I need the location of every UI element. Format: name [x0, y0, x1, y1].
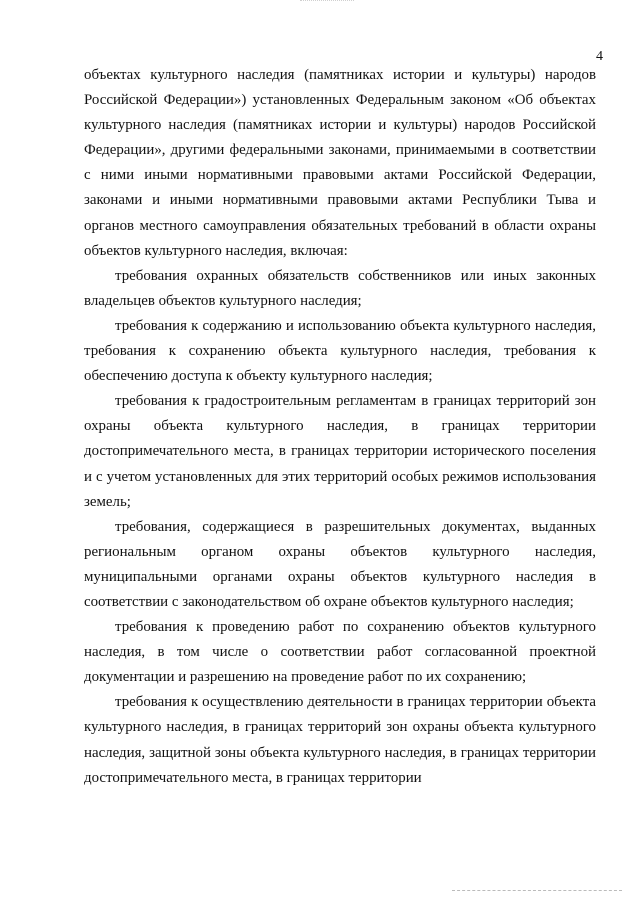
paragraph-territory-activities: требования к осуществлению деятельности в границах территории объекта культурного наследия, в границах территорий зон охраны объекта культурного наследия, защитной зоны объекта культурного наследия, в границах территории достопримечательного места, в границах территории	[84, 694, 596, 786]
document-body	[84, 63, 596, 791]
page-number: 4	[596, 49, 603, 64]
paragraph-permit-requirements: требования, содержащиеся в разрешительных документах, выданных региональным органом охраны объектов культурного наследия, муниципальными органами охраны объектов культурного наследия в соответствии с законодательством об охране объектов культурного наследия;	[84, 518, 596, 610]
paragraph-preservation-works: требования к проведению работ по сохранению объектов культурного наследия, в том числе о соответствии работ согласованной проектной документации и разрешению на проведение работ по их сохранению;	[84, 619, 596, 686]
paragraph-urban-planning-requirements: требования к градостроительным регламентам в границах территорий зон охраны объекта культурного наследия, в границах территории достопримечательного места, в границах территории исторического поселения и с учетом установленных для этих территорий особых режимов использования земель;	[84, 393, 596, 510]
paragraph-owner-obligations: требования охранных обязательств собственников или иных законных владельцев объектов культурного наследия;	[84, 267, 596, 309]
scan-artifact-top	[300, 0, 354, 1]
paragraph-continuation: объектах культурного наследия (памятниках истории и культуры) народов Российской Федерации») установленных Федеральным законом «Об объектах культурного наследия (памятниках истории и культуры) народов Российской Федерации», другими федеральными законами, принимаемыми в соответствии с ними иными нормативными правовыми актами Российской Федерации, законами и иными нормативными правовыми актами Республики Тыва и органов местного самоуправления обязательных требований в области охраны объектов культурного наследия, включая:	[84, 67, 596, 259]
paragraph-maintenance-requirements: требования к содержанию и использованию объекта культурного наследия, требования к сохранению объекта культурного наследия, требования к обеспечению доступа к объекту культурного наследия;	[84, 317, 596, 385]
scan-artifact-bottom	[452, 890, 622, 891]
